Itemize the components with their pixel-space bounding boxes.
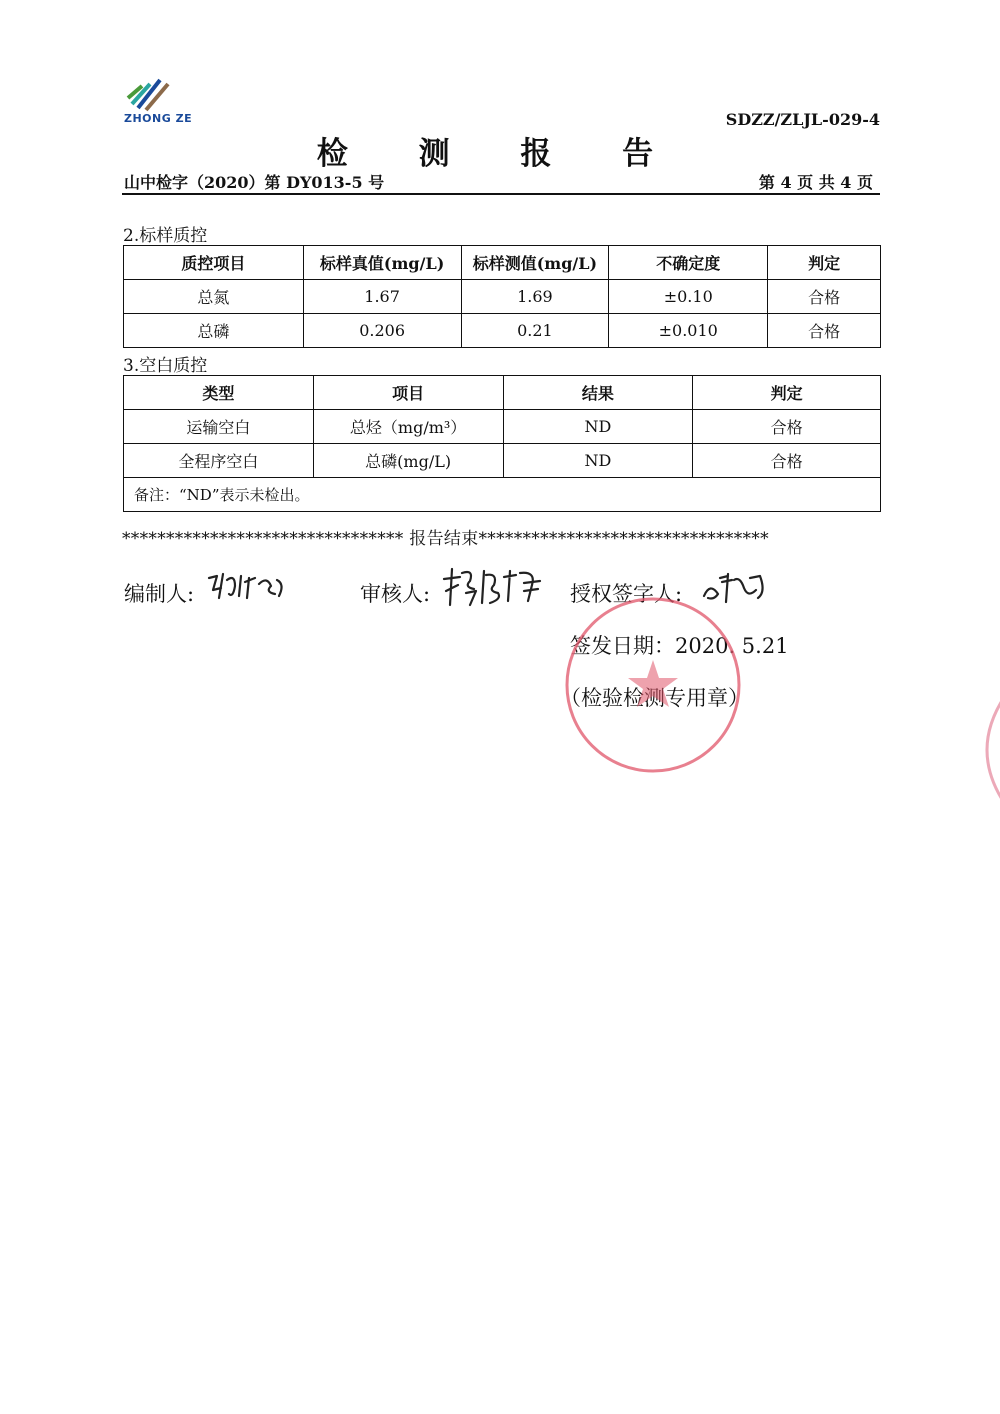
logo-text: ZHONG ZE xyxy=(124,112,193,125)
section-title-qc: 2.标样质控 xyxy=(123,226,208,246)
report-number: 山中检字（2020）第 DY013-5 号 xyxy=(124,173,385,192)
blank-table xyxy=(123,375,881,512)
compiler-label: 编制人: xyxy=(124,582,195,606)
table-note: 备注：“ND”表示未检出。 xyxy=(124,478,881,512)
table-cell: 合格 xyxy=(768,280,881,314)
header-divider xyxy=(122,193,880,195)
report-end-line: ******************************** 报告结束********************************* xyxy=(122,529,769,549)
table-cell: 总磷 xyxy=(124,314,304,348)
table-header-cell: 类型 xyxy=(124,376,314,410)
seal-edge-mark xyxy=(965,690,1000,810)
table-cell: 合格 xyxy=(768,314,881,348)
table-cell: 全程序空白 xyxy=(124,444,314,478)
table-cell: 总烃（mg/m³） xyxy=(313,410,503,444)
table-cell: ND xyxy=(503,444,693,478)
page-title: 检 测 报 告 xyxy=(316,136,684,172)
table-note-row xyxy=(124,478,881,512)
table-cell: 0.206 xyxy=(303,314,461,348)
table-cell: 0.21 xyxy=(461,314,609,348)
authorized-label: 授权签字人: xyxy=(570,582,683,606)
table-header-cell: 质控项目 xyxy=(124,246,304,280)
document-code: SDZZ/ZLJL-029-4 xyxy=(725,110,880,129)
table-cell: 总磷(mg/L) xyxy=(313,444,503,478)
table-cell: 总氮 xyxy=(124,280,304,314)
section-title-blank: 3.空白质控 xyxy=(123,356,208,376)
qc-table xyxy=(123,245,881,348)
issue-date: 签发日期：2020. 5.21 xyxy=(570,634,789,658)
page-number: 第 4 页 共 4 页 xyxy=(758,173,873,192)
table-cell: 运输空白 xyxy=(124,410,314,444)
table-header-cell: 不确定度 xyxy=(609,246,768,280)
reviewer-label: 审核人: xyxy=(360,582,431,606)
stamp-caption: （检验检测专用章） xyxy=(560,686,749,710)
table-row xyxy=(124,444,881,478)
table-header-cell: 项目 xyxy=(313,376,503,410)
table-header-cell: 标样真值(mg/L) xyxy=(303,246,461,280)
table-cell: ±0.10 xyxy=(609,280,768,314)
table-header-row xyxy=(124,376,881,410)
table-row xyxy=(124,314,881,348)
official-seal xyxy=(558,590,748,780)
reviewer-signature xyxy=(440,565,550,610)
table-row xyxy=(124,280,881,314)
table-cell: ND xyxy=(503,410,693,444)
table-cell: 1.69 xyxy=(461,280,609,314)
table-row xyxy=(124,410,881,444)
table-header-cell: 判定 xyxy=(768,246,881,280)
table-header-cell: 标样测值(mg/L) xyxy=(461,246,609,280)
table-cell: 合格 xyxy=(693,444,881,478)
table-cell: ±0.010 xyxy=(609,314,768,348)
table-header-row xyxy=(124,246,881,280)
table-header-cell: 判定 xyxy=(693,376,881,410)
compiler-signature xyxy=(205,568,290,608)
table-cell: 合格 xyxy=(693,410,881,444)
table-header-cell: 结果 xyxy=(503,376,693,410)
table-cell: 1.67 xyxy=(303,280,461,314)
